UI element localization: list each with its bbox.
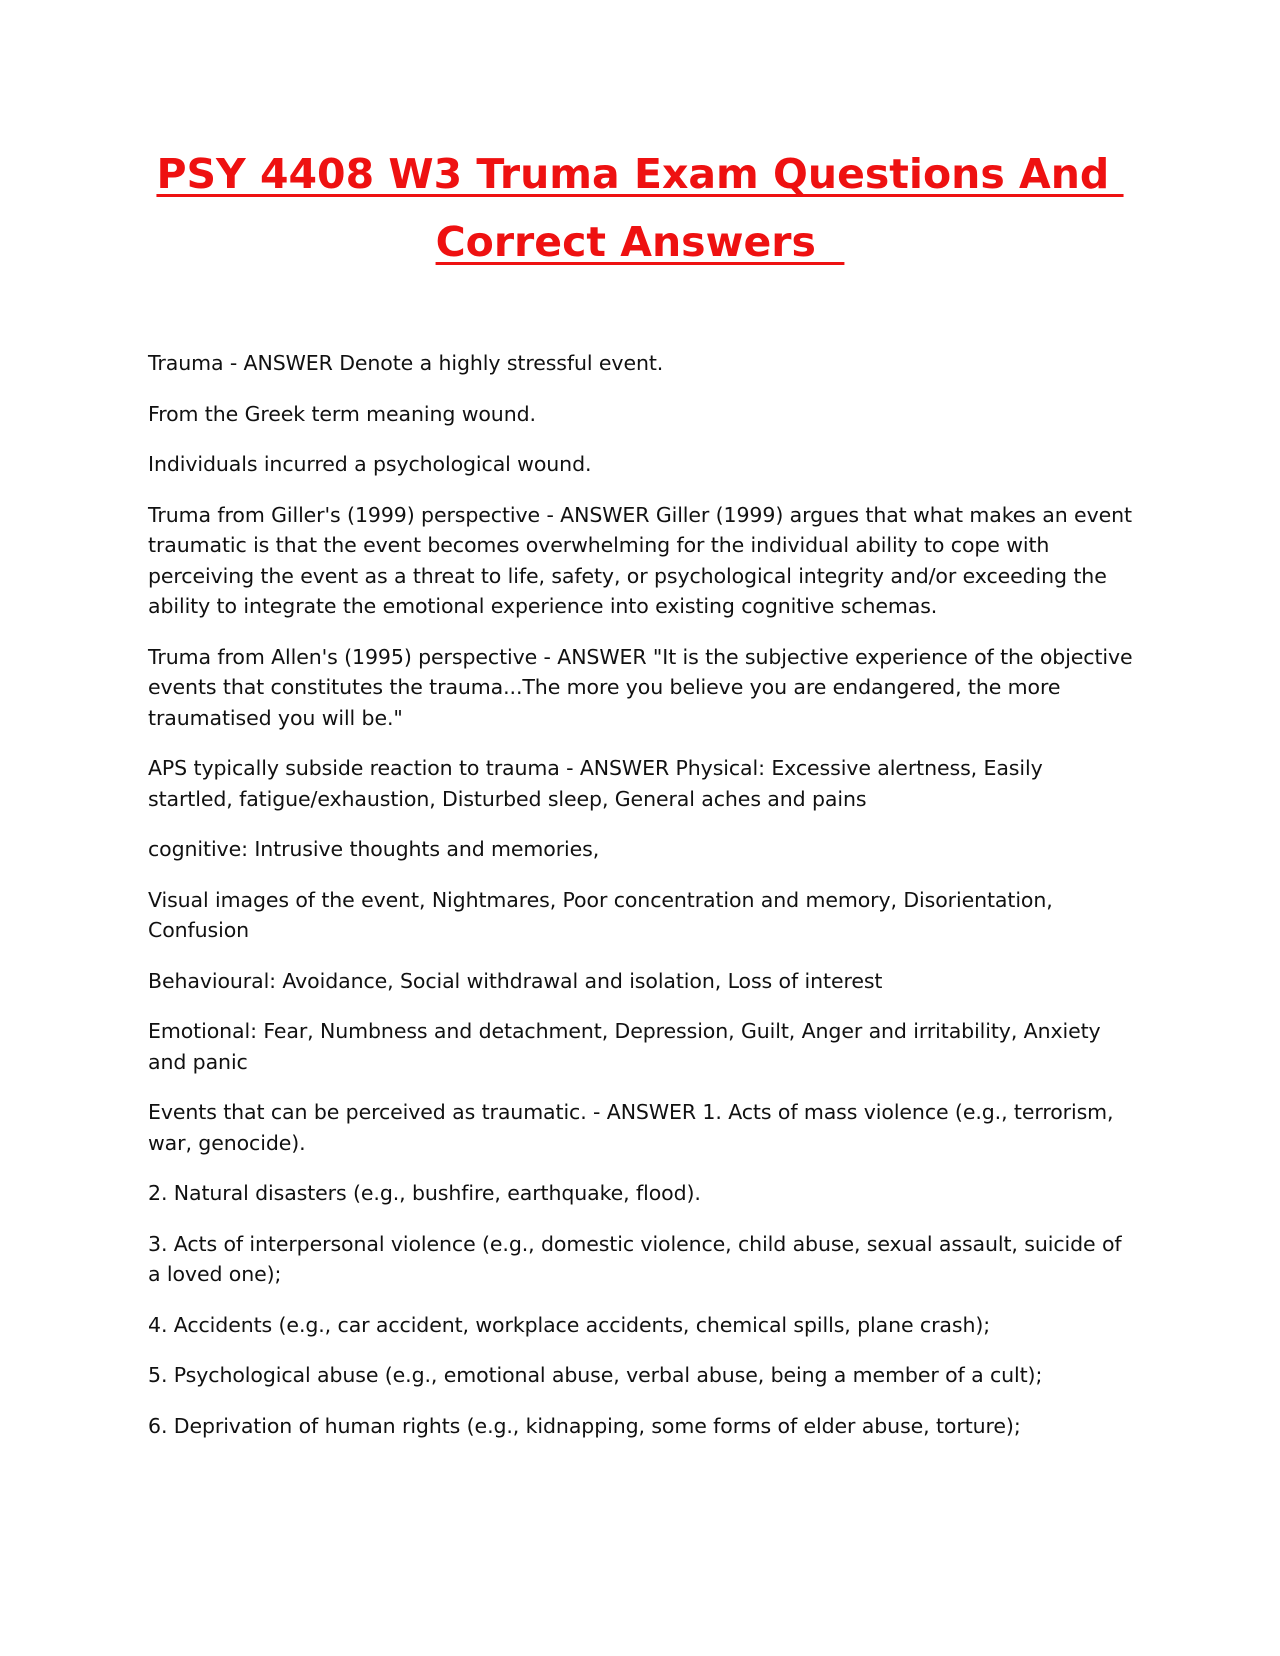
- paragraph: Events that can be perceived as traumatic. - ANSWER 1. Acts of mass violence (e.g., terrorism, war, genocide).: [148, 1100, 1114, 1155]
- document-title: [100, 150, 1180, 266]
- paragraph: 5. Psychological abuse (e.g., emotional abuse, verbal abuse, being a member of a cult);: [148, 1363, 1043, 1387]
- paragraph: Emotional: Fear, Numbness and detachment, Depression, Guilt, Anger and irritability, Anxiety and panic: [148, 1019, 1101, 1074]
- title-line-2: Correct Answers: [435, 218, 845, 266]
- paragraph: 6. Deprivation of human rights (e.g., kidnapping, some forms of elder abuse, torture);: [148, 1413, 1021, 1438]
- paragraph: Behavioural: Avoidance, Social withdrawal and isolation, Loss of interest: [148, 968, 883, 993]
- paragraph: From the Greek term meaning wound.: [148, 401, 536, 426]
- paragraph: 3. Acts of interpersonal violence (e.g., domestic violence, child abuse, sexual assault, suicide of a loved one);: [148, 1231, 1122, 1286]
- paragraph: Truma from Giller's (1999) perspective - ANSWER Giller (1999) argues that what makes an event traumatic is that the event becomes overwhelming for the individual ability to cope with perceiving the event as a threat to life, safety, or psychological integrity and/or exceeding the ability to integrate the emotional experience into existing cognitive schemas.: [148, 502, 1132, 618]
- title-line-1: PSY 4408 W3 Truma Exam Questions And: [156, 150, 1124, 198]
- paragraph: Visual images of the event, Nightmares, Poor concentration and memory, Disorientation, Confusion: [148, 887, 1053, 942]
- paragraph: 2. Natural disasters (e.g., bushfire, earthquake, flood).: [148, 1181, 701, 1205]
- paragraph: cognitive: Intrusive thoughts and memories,: [148, 837, 600, 861]
- paragraph: Trauma - ANSWER Denote a highly stressful event.: [148, 351, 664, 375]
- paragraph: Truma from Allen's (1995) perspective - ANSWER "It is the subjective experience of the objective events that constitutes the trauma...The more you believe you are endangered, the more traumatised you will be.": [148, 644, 1133, 730]
- document-body: [148, 348, 1133, 1461]
- paragraph: Individuals incurred a psychological wound.: [148, 452, 592, 476]
- paragraph: APS typically subside reaction to trauma - ANSWER Physical: Excessive alertness, Easily startled, fatigue/exhaustion, Disturbed sleep, General aches and pains: [148, 756, 1043, 811]
- paragraph: 4. Accidents (e.g., car accident, workplace accidents, chemical spills, plane crash);: [148, 1312, 991, 1337]
